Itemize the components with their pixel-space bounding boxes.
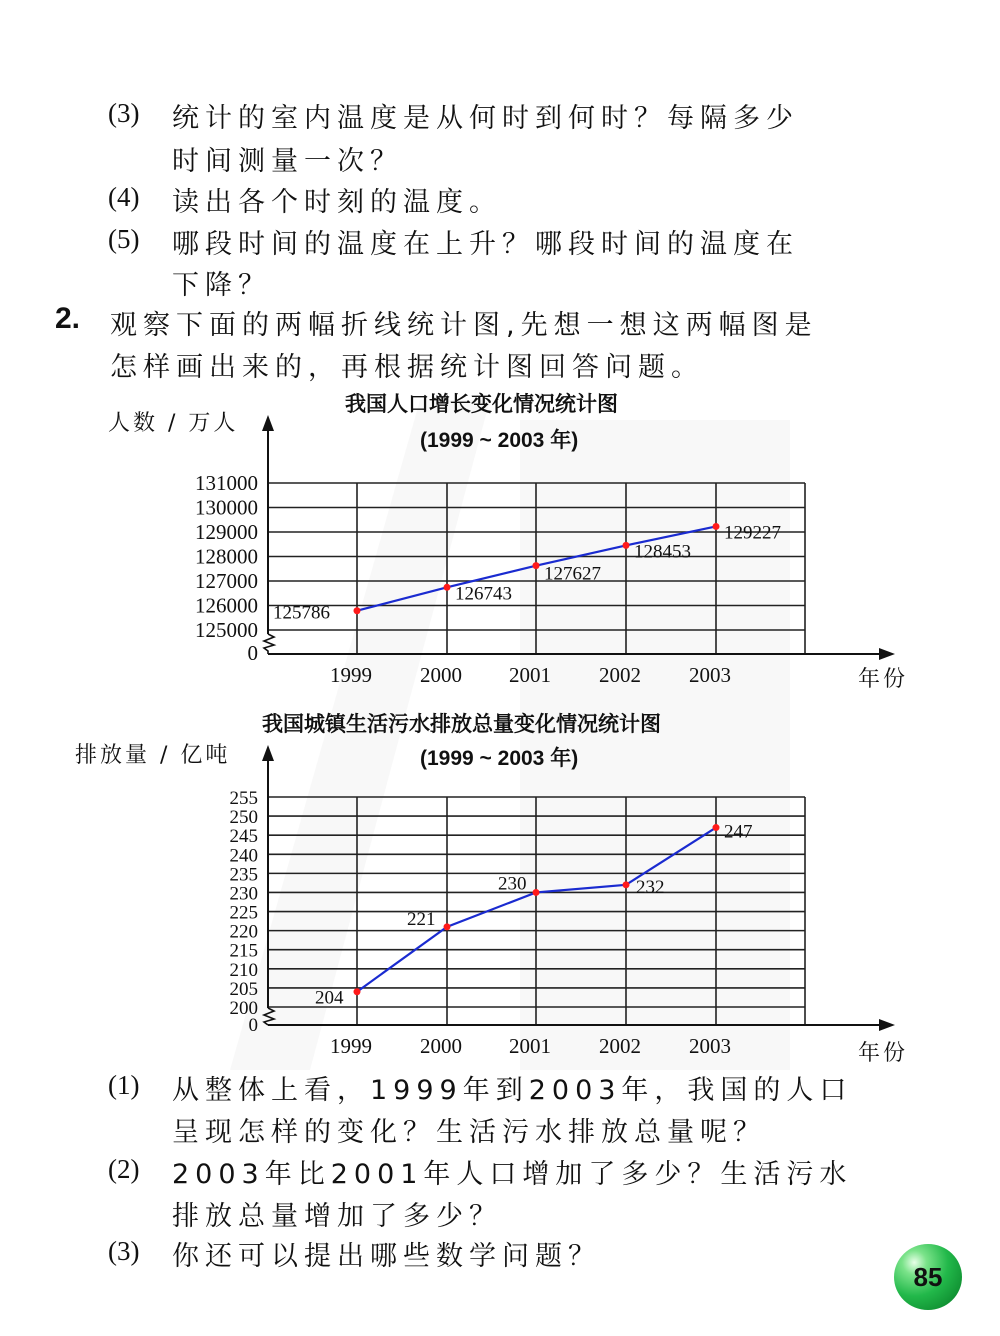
chart1-y-axis-label: 人数 / 万人 [108,411,239,436]
y-tick-label: 131000 [195,471,258,495]
chart2-x-axis-label: 年份 [858,1041,909,1066]
question-text: 排放总量增加了多少？ [172,1201,502,1232]
question-number: (5) [108,224,140,254]
question-number: (3) [108,98,140,128]
data-label: 125786 [273,602,330,624]
section-number: 2. [55,302,81,335]
question-text: 从整体上看，1999年到2003年，我国的人口 [172,1075,853,1106]
x-tick-label: 2001 [509,663,551,687]
x-axis-arrow [879,1019,895,1031]
chart1-subtitle: (1999 ~ 2003 年) [420,429,579,452]
chart2-subtitle: (1999 ~ 2003 年) [420,747,579,770]
y-tick-label: 245 [229,826,258,848]
x-tick-label: 1999 [330,1034,372,1058]
x-tick-label: 2000 [420,663,462,687]
page-number-badge [894,1244,962,1310]
y-tick-label: 200 [229,998,258,1019]
question-text: 时间测量一次？ [172,146,403,177]
y-tick-label: 130000 [195,495,258,520]
chart2-y-axis-label: 排放量 / 亿吨 [75,743,231,768]
data-label: 204 [315,987,344,1009]
data-point [623,881,630,888]
y-tick-label: 230 [229,883,258,905]
x-tick-label: 2002 [599,1034,641,1058]
data-label: 127627 [544,563,601,585]
y-tick-label: 128000 [195,544,258,569]
y-tick-label: 215 [229,940,258,962]
x-tick-label: 2002 [599,663,641,687]
chart2-title: 我国城镇生活污水排放总量变化情况统计图 [262,712,661,736]
y-tick-label: 127000 [195,569,258,593]
x-tick-label: 2001 [509,1034,551,1058]
data-label: 129227 [724,522,781,544]
data-point [444,923,451,930]
section-text: 观察下面的两幅折线统计图,先想一想这两幅图是 [110,310,818,341]
question-number: (3) [108,1236,140,1266]
y-tick-label: 0 [248,1015,258,1036]
question-text: 哪段时间的温度在上升？哪段时间的温度在 [172,229,799,260]
data-label: 247 [724,821,753,843]
y-tick-label: 126000 [195,593,258,618]
data-point [533,889,540,896]
x-tick-label: 2003 [689,1034,731,1058]
question-number: (1) [108,1070,140,1100]
question-number: (2) [108,1154,140,1184]
data-label: 230 [498,873,527,895]
question-text: 你还可以提出哪些数学问题？ [172,1241,601,1272]
question-text: 读出各个时刻的温度。 [172,187,502,218]
x-tick-label: 1999 [330,663,372,687]
question-text: 呈现怎样的变化？生活污水排放总量呢？ [172,1117,766,1148]
y-axis-arrow [262,745,274,761]
question-text: 下降？ [172,270,271,301]
y-tick-label: 250 [229,807,258,829]
y-tick-label: 129000 [195,520,258,544]
y-tick-label: 205 [229,978,258,1000]
y-tick-label: 240 [229,845,258,867]
y-tick-label: 255 [229,788,258,809]
section-text: 怎样画出来的，再根据统计图回答问题。 [110,352,704,383]
data-point [354,988,361,995]
x-tick-label: 2000 [420,1034,462,1058]
y-tick-label: 225 [229,902,258,924]
y-tick-label: 235 [229,864,258,886]
chart1-x-axis-label: 年份 [858,667,909,692]
question-number: (4) [108,182,140,212]
y-tick-label: 125000 [195,618,258,642]
data-label: 232 [636,876,665,898]
x-tick-label: 2003 [689,663,731,687]
data-label: 128453 [634,541,691,563]
data-label: 221 [407,908,436,930]
chart1-title: 我国人口增长变化情况统计图 [345,392,618,416]
y-tick-label: 210 [229,959,258,981]
data-point [713,824,720,831]
question-text: 2003年比2001年人口增加了多少？生活污水 [172,1159,853,1190]
axis-break-zigzag [264,1008,274,1025]
page-number: 85 [913,1261,943,1292]
data-label: 126743 [455,583,512,605]
y-tick-label: 0 [247,641,258,665]
question-text: 统计的室内温度是从何时到何时？每隔多少 [172,103,799,134]
y-tick-label: 220 [229,921,258,943]
